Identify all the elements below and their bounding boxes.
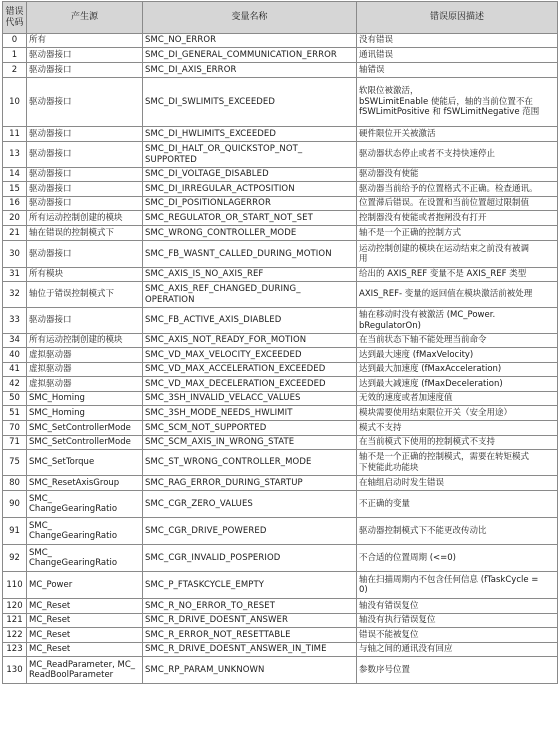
source-cell: 轴在错误的控制模式下	[27, 226, 143, 241]
error-code-cell: 16	[3, 197, 27, 211]
variable-name-cell: SMC_3SH_MODE_NEEDS_HWLIMIT	[143, 406, 357, 421]
variable-name-cell: SMC_DI_AXIS_ERROR	[143, 63, 357, 78]
table-row	[3, 545, 558, 572]
description-cell: 位置滞后错误。在设置和当前位置超过限制值	[357, 197, 558, 211]
error-code-cell: 21	[3, 226, 27, 241]
error-code-cell: 2	[3, 63, 27, 78]
source-cell: 所有	[27, 34, 143, 48]
source-cell: SMC_ ChangeGearingRatio	[27, 545, 143, 572]
table-row	[3, 34, 558, 48]
table-row	[3, 392, 558, 406]
table-row	[3, 308, 558, 334]
description-cell: 在轴组启动时发生错误	[357, 476, 558, 491]
source-cell: 虚拟驱动器	[27, 363, 143, 377]
description-cell: 没有错误	[357, 34, 558, 48]
variable-name-cell: SMC_SCM_NOT_SUPPORTED	[143, 421, 357, 436]
header-error-description: 错误原因描述	[357, 2, 558, 34]
description-cell: 无效的速度或者加速度值	[357, 392, 558, 406]
table-row	[3, 63, 558, 78]
description-cell: 轴不是一个正确的控制模式，需要在转矩模式 下使能此功能块	[357, 450, 558, 476]
table-row	[3, 334, 558, 348]
table-row	[3, 48, 558, 63]
error-code-cell: 70	[3, 421, 27, 436]
description-cell: 给出的 AXIS_REF 变量不是 AXIS_REF 类型	[357, 268, 558, 282]
description-cell: 与轴之间的通讯没有回应	[357, 643, 558, 657]
description-cell: 控制器没有使能或者抱闸没有打开	[357, 211, 558, 226]
description-cell: 模块需要使用结束限位开关（安全用途）	[357, 406, 558, 421]
error-code-cell: 32	[3, 282, 27, 308]
table-row	[3, 614, 558, 628]
source-cell: MC_Reset	[27, 599, 143, 614]
source-cell: 驱动器接口	[27, 168, 143, 182]
error-code-cell: 33	[3, 308, 27, 334]
source-cell: SMC_ResetAxisGroup	[27, 476, 143, 491]
table-row	[3, 657, 558, 684]
variable-name-cell: SMC_RP_PARAM_UNKNOWN	[143, 657, 357, 684]
table-row	[3, 599, 558, 614]
description-cell: 在当前模式下使用的控制模式不支持	[357, 436, 558, 450]
description-cell: 不正确的变量	[357, 491, 558, 518]
header-variable-name: 变量名称	[143, 2, 357, 34]
source-cell: SMC_SetControllerMode	[27, 436, 143, 450]
table-row	[3, 643, 558, 657]
source-cell: 驱动器接口	[27, 308, 143, 334]
description-cell: 达到最大减速度 (fMaxDeceleration)	[357, 377, 558, 392]
description-cell: 错误不能被复位	[357, 628, 558, 643]
error-code-cell: 75	[3, 450, 27, 476]
error-code-cell: 31	[3, 268, 27, 282]
variable-name-cell: SMC_AXIS_IS_NO_AXIS_REF	[143, 268, 357, 282]
variable-name-cell: SMC_R_NO_ERROR_TO_RESET	[143, 599, 357, 614]
source-cell: 虚拟驱动器	[27, 377, 143, 392]
header-source: 产生源	[27, 2, 143, 34]
error-code-cell: 30	[3, 241, 27, 268]
variable-name-cell: SMC_CGR_ZERO_VALUES	[143, 491, 357, 518]
error-code-cell: 50	[3, 392, 27, 406]
variable-name-cell: SMC_REGULATOR_OR_START_NOT_SET	[143, 211, 357, 226]
source-cell: 驱动器接口	[27, 197, 143, 211]
error-code-cell: 13	[3, 142, 27, 168]
table-row	[3, 406, 558, 421]
error-code-cell: 92	[3, 545, 27, 572]
description-cell: 驱动器状态停止或者不支持快速停止	[357, 142, 558, 168]
variable-name-cell: SMC_DI_VOLTAGE_DISABLED	[143, 168, 357, 182]
table-row	[3, 226, 558, 241]
table-row	[3, 450, 558, 476]
error-code-cell: 110	[3, 572, 27, 599]
table-row	[3, 127, 558, 142]
error-code-cell: 10	[3, 78, 27, 127]
description-cell: 达到最大速度 (fMaxVelocity)	[357, 348, 558, 363]
error-code-cell: 15	[3, 182, 27, 197]
source-cell: SMC_Homing	[27, 392, 143, 406]
header-row	[3, 2, 558, 34]
description-cell: 驱动器当前给予的位置格式不正确。检查通讯。	[357, 182, 558, 197]
description-cell: 在当前状态下轴不能处理当前命令	[357, 334, 558, 348]
variable-name-cell: SMC_R_DRIVE_DOESNT_ANSWER_IN_TIME	[143, 643, 357, 657]
variable-name-cell: SMC_3SH_INVALID_VELACC_VALUES	[143, 392, 357, 406]
header-error-code: 错误代码	[3, 2, 27, 34]
description-cell: 轴不是一个正确的控制方式	[357, 226, 558, 241]
source-cell: 驱动器接口	[27, 127, 143, 142]
error-code-cell: 40	[3, 348, 27, 363]
source-cell: 所有运动控制创建的模块	[27, 334, 143, 348]
error-code-cell: 1	[3, 48, 27, 63]
error-code-cell: 80	[3, 476, 27, 491]
description-cell: 轴在移动时没有被激活 (MC_Power. bRegulatorOn)	[357, 308, 558, 334]
source-cell: 所有模块	[27, 268, 143, 282]
variable-name-cell: SMC_VD_MAX_DECELERATION_EXCEEDED	[143, 377, 357, 392]
table-row	[3, 518, 558, 545]
variable-name-cell: SMC_VD_MAX_ACCELERATION_EXCEEDED	[143, 363, 357, 377]
variable-name-cell: SMC_VD_MAX_VELOCITY_EXCEEDED	[143, 348, 357, 363]
source-cell: MC_Reset	[27, 628, 143, 643]
source-cell: 驱动器接口	[27, 78, 143, 127]
table-row	[3, 142, 558, 168]
error-code-table	[2, 1, 558, 684]
variable-name-cell: SMC_DI_SWLIMITS_EXCEEDED	[143, 78, 357, 127]
table-row	[3, 628, 558, 643]
description-cell: 驱动器控制模式下不能更改传动比	[357, 518, 558, 545]
description-cell: 模式不支持	[357, 421, 558, 436]
table-row	[3, 491, 558, 518]
error-code-cell: 123	[3, 643, 27, 657]
table-row	[3, 436, 558, 450]
source-cell: SMC_Homing	[27, 406, 143, 421]
table-row	[3, 268, 558, 282]
source-cell: SMC_ ChangeGearingRatio	[27, 518, 143, 545]
error-code-cell: 51	[3, 406, 27, 421]
description-cell: 通讯错误	[357, 48, 558, 63]
description-cell: 轴没有错误复位	[357, 599, 558, 614]
variable-name-cell: SMC_ST_WRONG_CONTROLLER_MODE	[143, 450, 357, 476]
source-cell: 所有运动控制创建的模块	[27, 211, 143, 226]
table-row	[3, 282, 558, 308]
table-row	[3, 182, 558, 197]
variable-name-cell: SMC_CGR_DRIVE_POWERED	[143, 518, 357, 545]
variable-name-cell: SMC_P_FTASKCYCLE_EMPTY	[143, 572, 357, 599]
error-code-cell: 120	[3, 599, 27, 614]
table-row	[3, 241, 558, 268]
source-cell: MC_Power	[27, 572, 143, 599]
description-cell: 软限位被激活， bSWLimitEnable 使能后，轴的当前位置不在 fSWLimitPositive 和 fSWLimitNegative 范围	[357, 78, 558, 127]
description-cell: 参数序号位置	[357, 657, 558, 684]
variable-name-cell: SMC_DI_IRREGULAR_ACTPOSITION	[143, 182, 357, 197]
description-cell: 驱动器没有使能	[357, 168, 558, 182]
error-code-cell: 42	[3, 377, 27, 392]
error-code-cell: 11	[3, 127, 27, 142]
table-row	[3, 197, 558, 211]
source-cell: MC_Reset	[27, 643, 143, 657]
variable-name-cell: SMC_R_DRIVE_DOESNT_ANSWER	[143, 614, 357, 628]
source-cell: 轴位于错误控制模式下	[27, 282, 143, 308]
description-cell: 运动控制创建的模块在运动结束之前没有被调 用	[357, 241, 558, 268]
description-cell: 硬件限位开关被激活	[357, 127, 558, 142]
source-cell: 驱动器接口	[27, 48, 143, 63]
source-cell: 驱动器接口	[27, 142, 143, 168]
error-code-cell: 71	[3, 436, 27, 450]
table-row	[3, 421, 558, 436]
description-cell: AXIS_REF- 变量的返回值在模块激活前被处理	[357, 282, 558, 308]
error-code-cell: 20	[3, 211, 27, 226]
variable-name-cell: SMC_DI_GENERAL_COMMUNICATION_ERROR	[143, 48, 357, 63]
source-cell: 驱动器接口	[27, 241, 143, 268]
variable-name-cell: SMC_WRONG_CONTROLLER_MODE	[143, 226, 357, 241]
error-code-cell: 122	[3, 628, 27, 643]
variable-name-cell: SMC_DI_HWLIMITS_EXCEEDED	[143, 127, 357, 142]
variable-name-cell: SMC_SCM_AXIS_IN_WRONG_STATE	[143, 436, 357, 450]
error-code-cell: 14	[3, 168, 27, 182]
variable-name-cell: SMC_NO_ERROR	[143, 34, 357, 48]
error-code-cell: 41	[3, 363, 27, 377]
variable-name-cell: SMC_AXIS_REF_CHANGED_DURING_ OPERATION	[143, 282, 357, 308]
description-cell: 不合适的位置周期 (<=0)	[357, 545, 558, 572]
variable-name-cell: SMC_AXIS_NOT_READY_FOR_MOTION	[143, 334, 357, 348]
table-header	[3, 2, 558, 34]
table-row	[3, 363, 558, 377]
error-code-cell: 91	[3, 518, 27, 545]
table-row	[3, 348, 558, 363]
error-code-cell: 90	[3, 491, 27, 518]
variable-name-cell: SMC_R_ERROR_NOT_RESETTABLE	[143, 628, 357, 643]
variable-name-cell: SMC_FB_WASNT_CALLED_DURING_MOTION	[143, 241, 357, 268]
source-cell: 驱动器接口	[27, 63, 143, 78]
error-code-cell: 121	[3, 614, 27, 628]
variable-name-cell: SMC_CGR_INVALID_POSPERIOD	[143, 545, 357, 572]
error-code-cell: 34	[3, 334, 27, 348]
error-code-cell: 130	[3, 657, 27, 684]
description-cell: 轴错误	[357, 63, 558, 78]
source-cell: MC_Reset	[27, 614, 143, 628]
table-row	[3, 572, 558, 599]
error-code-cell: 0	[3, 34, 27, 48]
source-cell: SMC_SetControllerMode	[27, 421, 143, 436]
source-cell: 虚拟驱动器	[27, 348, 143, 363]
table-row	[3, 476, 558, 491]
source-cell: 驱动器接口	[27, 182, 143, 197]
source-cell: SMC_SetTorque	[27, 450, 143, 476]
description-cell: 轴在扫描周期内不包含任何信息 (fTaskCycle = 0)	[357, 572, 558, 599]
variable-name-cell: SMC_DI_POSITIONLAGERROR	[143, 197, 357, 211]
variable-name-cell: SMC_FB_ACTIVE_AXIS_DIABLED	[143, 308, 357, 334]
description-cell: 达到最大加速度 (fMaxAcceleration)	[357, 363, 558, 377]
table-row	[3, 377, 558, 392]
source-cell: SMC_ ChangeGearingRatio	[27, 491, 143, 518]
variable-name-cell: SMC_DI_HALT_OR_QUICKSTOP_NOT_ SUPPORTED	[143, 142, 357, 168]
table-row	[3, 211, 558, 226]
variable-name-cell: SMC_RAG_ERROR_DURING_STARTUP	[143, 476, 357, 491]
table-row	[3, 78, 558, 127]
table-body	[3, 34, 558, 684]
description-cell: 轴没有执行错误复位	[357, 614, 558, 628]
source-cell: MC_ReadParameter, MC_ ReadBoolParameter	[27, 657, 143, 684]
table-row	[3, 168, 558, 182]
